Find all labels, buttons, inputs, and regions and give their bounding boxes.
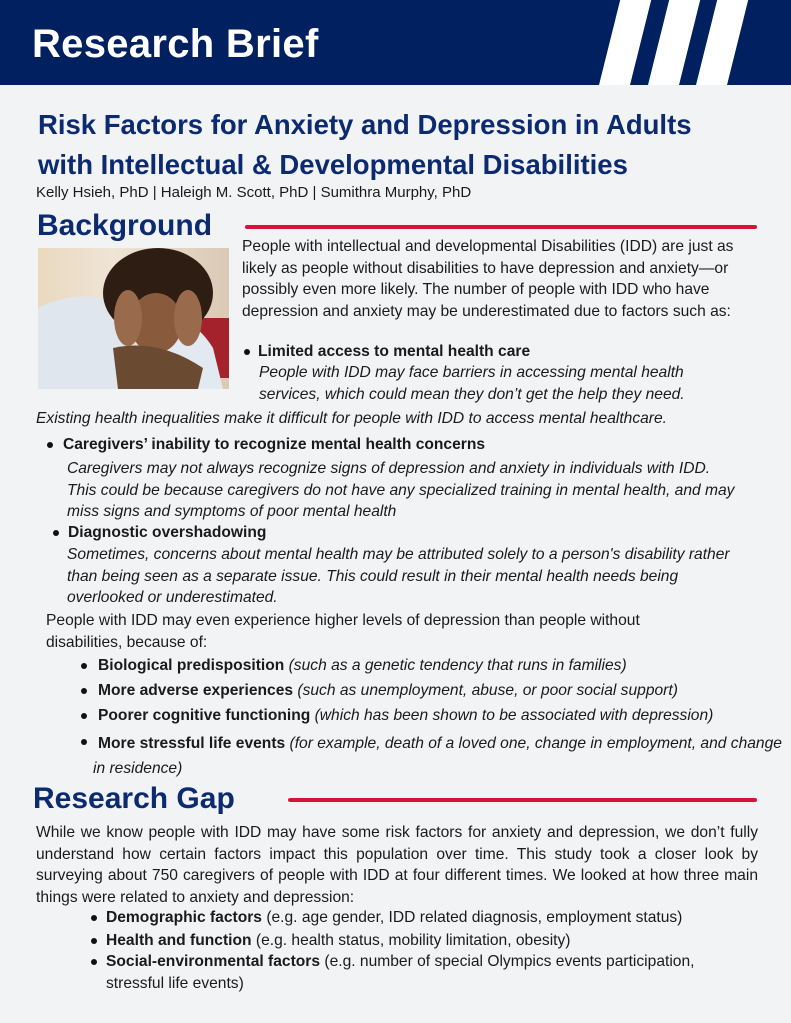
decorative-stripe <box>696 0 748 85</box>
bullet-icon <box>91 915 97 921</box>
cause-label: More stressful life events <box>98 735 286 752</box>
bullet-icon <box>81 688 87 694</box>
authors: Kelly Hsieh, PhD | Haleigh M. Scott, PhD | Sumithra Murphy, PhD <box>36 184 472 201</box>
header-title: Research Brief <box>32 22 319 66</box>
factor-detail: People with IDD may face barriers in accessing mental health services, which could mean they don’t get the help they need. <box>259 364 685 403</box>
page-title <box>38 105 778 185</box>
cause-detail: (for example, death of a loved one, change in employment, and change in residence) <box>93 735 782 777</box>
bullet-icon <box>53 530 59 536</box>
decorative-stripe <box>599 0 651 85</box>
factor-detail: Sometimes, concerns about mental health may be attributed solely to a person's disability rather than being seen as a separate issue. This could result in their mental health needs being overlooked or underestimated. <box>67 546 730 607</box>
gap-item-detail: (e.g. number of special Olympics events participation, stressful life events) <box>106 953 695 992</box>
bullet-icon <box>81 739 87 745</box>
gap-item <box>106 930 766 952</box>
cause-detail: (such as unemployment, abuse, or poor social support) <box>293 682 678 699</box>
header-banner <box>0 0 791 85</box>
factor-label: Caregivers’ inability to recognize mental health concerns <box>63 436 486 453</box>
gap-item-label: Social-environmental factors <box>106 953 321 970</box>
cause-detail: (such as a genetic tendency that runs in families) <box>284 657 627 674</box>
bullet-icon <box>81 663 87 669</box>
bullet-icon <box>91 959 97 965</box>
background-intro: People with intellectual and developmental Disabilities (IDD) are just as likely as people without disabilities to have depression and anxiety—or possibly even more likely. The number of people with IDD who have depression and anxiety may be underestimated due to factors such as: <box>242 238 734 320</box>
factor-detail: Caregivers may not always recognize signs of depression and anxiety in individuals with IDD. This could be because caregivers do not have any specialized training in mental health, and may miss signs and symptoms of poor mental health <box>67 460 735 521</box>
gap-item-label: Health and function <box>106 932 252 949</box>
title-line: with Intellectual & Developmental Disabilities <box>38 149 628 180</box>
research-gap-text: While we know people with IDD may have some risk factors for anxiety and depression, we don’t fully understand how certain factors impact this population over time. This study took a closer look by surveying about 750 caregivers of people with IDD at four different times. We looked at how three main things were related to anxiety and depression: <box>36 824 758 906</box>
inequalities-note: Existing health inequalities make it difficult for people with IDD to access mental healthcare. <box>36 410 667 427</box>
cause-label: Poorer cognitive functioning <box>98 707 311 724</box>
gap-item-detail: (e.g. health status, mobility limitation, obesity) <box>251 932 571 949</box>
gap-item <box>106 907 766 929</box>
gap-item-detail: (e.g. age gender, IDD related diagnosis, employment status) <box>261 909 683 926</box>
decorative-stripe <box>648 0 700 85</box>
factor-label: Diagnostic overshadowing <box>68 524 267 541</box>
cause-label: Biological predisposition <box>98 657 285 674</box>
gap-item <box>106 951 746 994</box>
factor-label: Limited access to mental health care <box>258 343 531 360</box>
divider <box>245 225 757 229</box>
gap-item-label: Demographic factors <box>106 909 262 926</box>
bullet-icon <box>244 349 250 355</box>
cause-item <box>98 705 788 727</box>
cause-detail: (which has been shown to be associated with depression) <box>310 707 714 724</box>
divider <box>288 798 757 802</box>
cause-item <box>98 655 778 677</box>
title-line: Risk Factors for Anxiety and Depression in Adults <box>38 109 692 140</box>
cause-label: More adverse experiences <box>98 682 294 699</box>
bullet-icon <box>47 442 53 448</box>
bullet-icon <box>81 713 87 719</box>
stressed-woman-photo <box>38 248 229 389</box>
bullet-icon <box>91 938 97 944</box>
cause-item <box>93 731 783 781</box>
research-gap-heading: Research Gap <box>33 782 235 815</box>
background-heading: Background <box>37 209 213 242</box>
cause-item <box>98 680 778 702</box>
higher-levels-text: People with IDD may even experience higher levels of depression than people without disabilities, because of: <box>46 612 640 651</box>
